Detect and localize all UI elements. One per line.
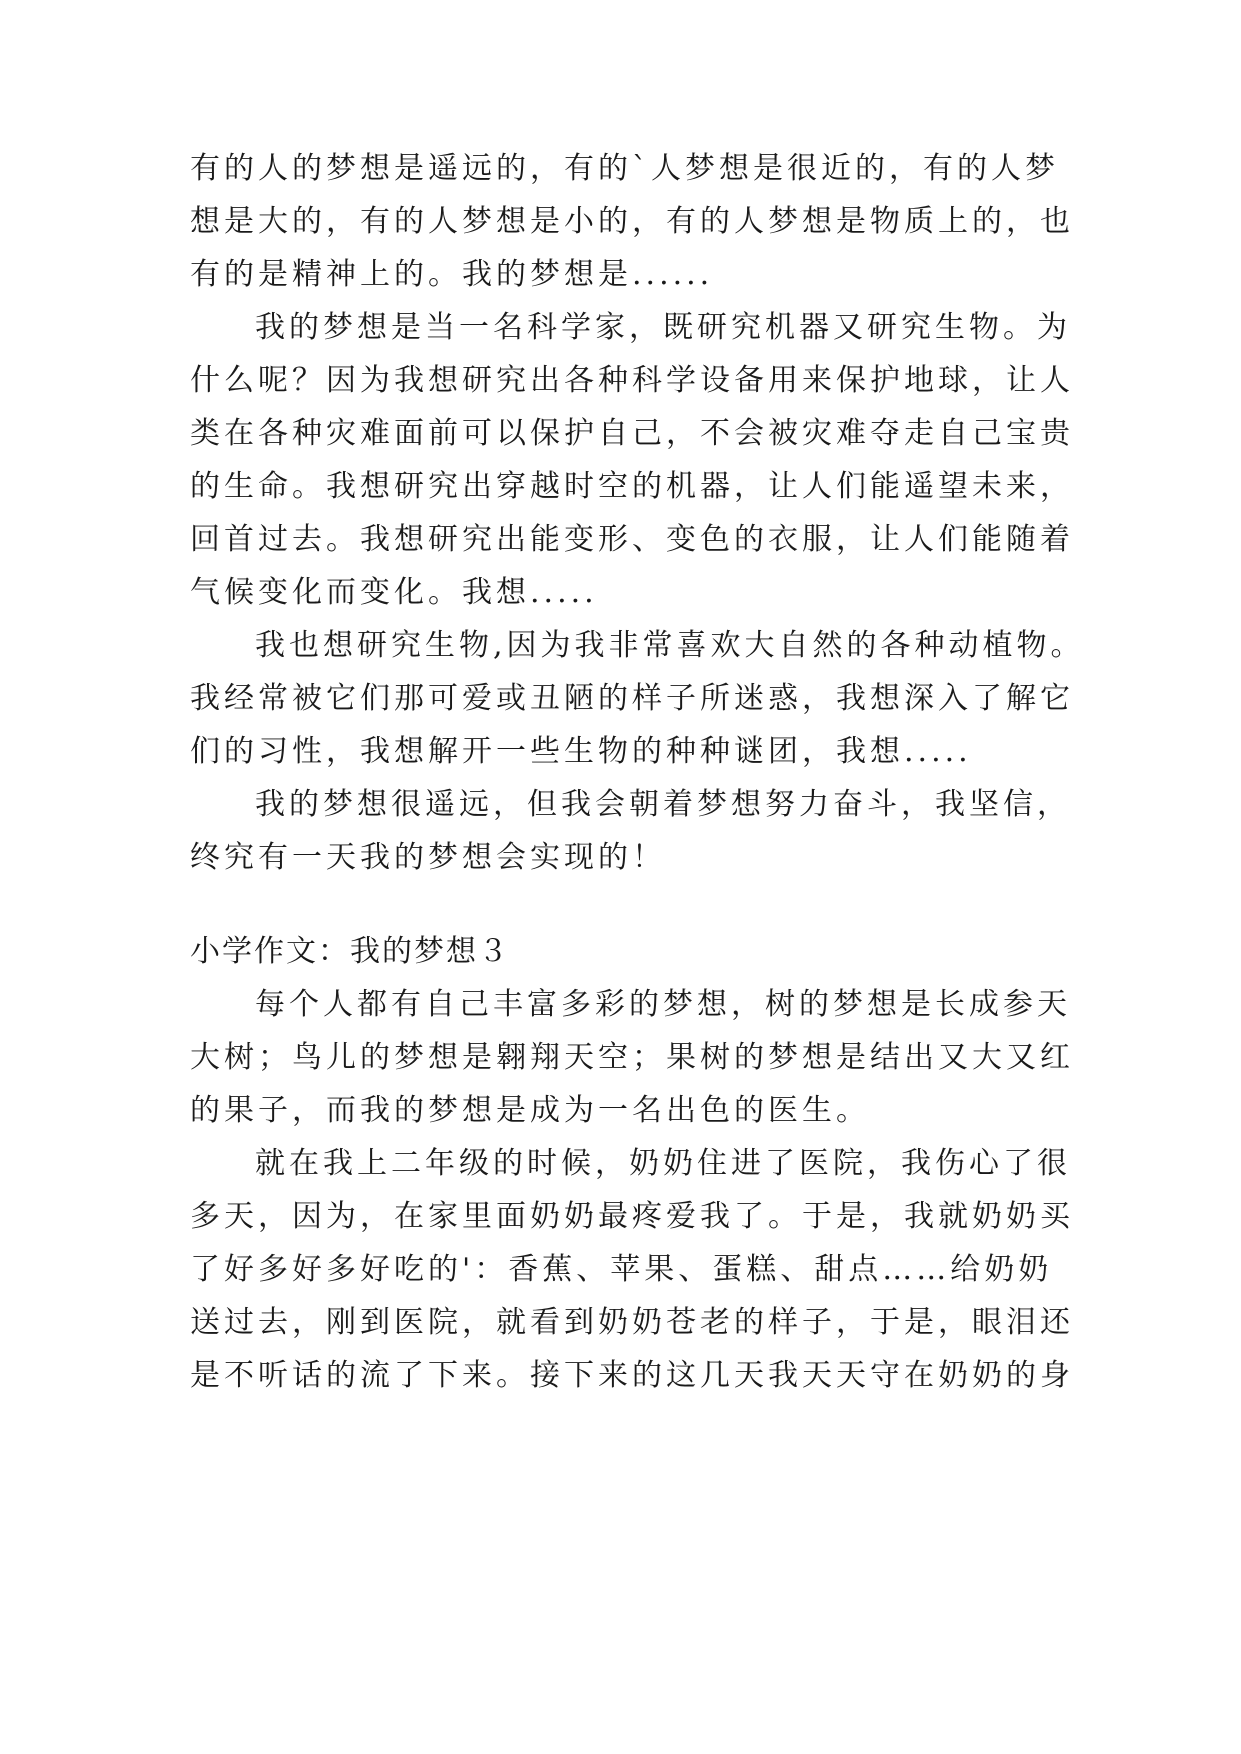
text-line: 的果子，而我的梦想是成为一名出色的医生。	[190, 1093, 870, 1128]
text-line: 回首过去。我想研究出能变形、变色的衣服，让人们能随着	[190, 522, 1074, 557]
text-line: 终究有一天我的梦想会实现的！	[190, 840, 666, 875]
text-line: 们的习性，我想解开一些生物的种种谜团，我想.....	[190, 734, 972, 769]
text-line: 我的梦想很遥远，但我会朝着梦想努力奋斗，我坚信，	[255, 787, 1071, 822]
text-line: 我的梦想是当一名科学家，既研究机器又研究生物。为	[255, 310, 1071, 345]
text-line: 我经常被它们那可爱或丑陋的样子所迷惑，我想深入了解它	[190, 681, 1074, 716]
text-line: 多天，因为，在家里面奶奶最疼爱我了。于是，我就奶奶买	[190, 1199, 1074, 1234]
text-line: 送过去，刚到医院，就看到奶奶苍老的样子，于是，眼泪还	[190, 1305, 1074, 1340]
text-line: 的生命。我想研究出穿越时空的机器，让人们能遥望未来，	[190, 469, 1074, 504]
text-line: 大树；鸟儿的梦想是翱翔天空；果树的梦想是结出又大又红	[190, 1040, 1074, 1075]
text-line: 什么呢？因为我想研究出各种科学设备用来保护地球，让人	[190, 363, 1074, 398]
text-line: 想是大的，有的人梦想是小的，有的人梦想是物质上的，也	[190, 204, 1074, 239]
text-line: 了好多好多好吃的'：香蕉、苹果、蛋糕、甜点……给奶奶	[190, 1252, 1053, 1287]
text-line: 每个人都有自己丰富多彩的梦想，树的梦想是长成参天	[255, 987, 1071, 1022]
text-line: 是不听话的流了下来。接下来的这几天我天天守在奶奶的身	[190, 1358, 1074, 1393]
section-title: 小学作文：我的梦想３	[190, 934, 510, 969]
text-line: 就在我上二年级的时候，奶奶住进了医院，我伤心了很	[255, 1146, 1071, 1181]
text-line: 我也想研究生物,因为我非常喜欢大自然的各种动植物。	[255, 628, 1085, 663]
text-line: 类在各种灾难面前可以保护自己，不会被灾难夺走自己宝贵	[190, 416, 1074, 451]
text-line: 有的人的梦想是遥远的，有的`人梦想是很近的，有的人梦	[190, 151, 1059, 186]
text-line: 气候变化而变化。我想.....	[190, 575, 598, 610]
text-line: 有的是精神上的。我的梦想是......	[190, 257, 714, 292]
